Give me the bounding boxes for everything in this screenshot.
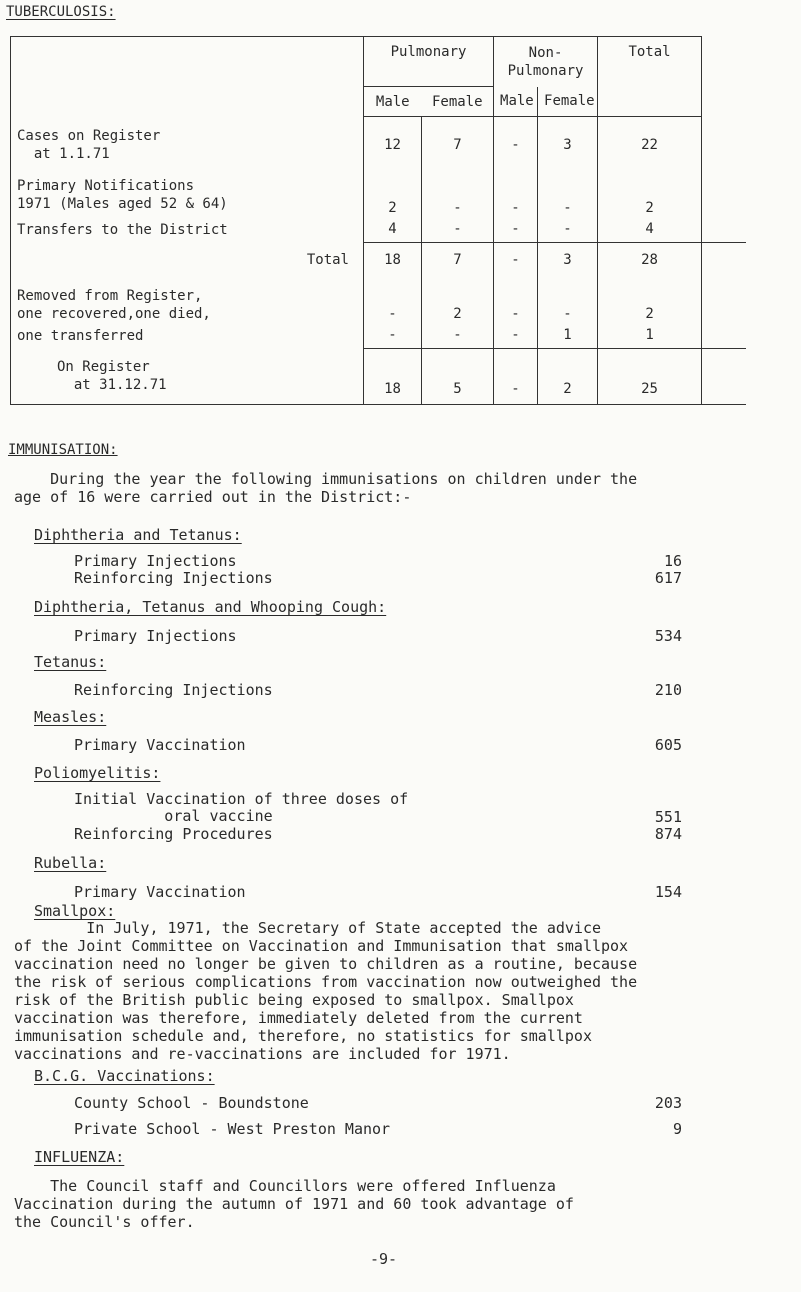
section-title: Diphtheria, Tetanus and Whooping Cough:	[34, 598, 387, 616]
table-label-spacer	[11, 87, 364, 117]
cell: 3	[538, 117, 598, 173]
item-value: 9	[672, 1120, 682, 1138]
row-label: Removed from Register, one recovered,one died,	[11, 277, 364, 323]
cell: 2	[422, 277, 494, 323]
section-title: Poliomyelitis:	[34, 764, 161, 782]
cell: -	[422, 323, 494, 349]
item-label: Primary Vaccination	[74, 736, 246, 754]
cell: 4	[598, 217, 702, 243]
immunisation-intro: During the year the following immunisations on children under the age of 16 were carried out in the District:-	[14, 470, 638, 506]
cell: 2	[538, 349, 598, 405]
cell: 28	[598, 243, 702, 277]
item-label: Primary Vaccination	[74, 883, 246, 901]
item-label: County School - Boundstone	[74, 1094, 309, 1112]
cell: 5	[422, 349, 494, 405]
cell: 4	[364, 217, 422, 243]
item-value: 534	[654, 627, 682, 645]
cell: -	[494, 349, 538, 405]
cell: -	[538, 217, 598, 243]
influenza-text: The Council staff and Councillors were offered Influenza Vaccination during the autumn of 1971 and 60 took advantage of the Council's offer.	[14, 1177, 574, 1231]
item-value: 203	[654, 1094, 682, 1112]
cell: -	[511, 136, 520, 153]
table-margin	[702, 37, 746, 87]
cell: -	[538, 173, 598, 217]
table-row	[11, 117, 746, 173]
cell: -	[511, 327, 520, 344]
row-label: one transferred	[11, 323, 364, 349]
cell: 2	[598, 277, 702, 323]
cell: 12	[364, 117, 422, 173]
section-title: B.C.G. Vaccinations:	[34, 1067, 215, 1085]
row-label: Primary Notifications 1971 (Males aged 52 & 64)	[11, 173, 364, 217]
cell: 22	[598, 117, 702, 173]
item-label: Initial Vaccination of three doses of oral vaccine	[74, 790, 409, 825]
cell: -	[422, 217, 494, 243]
item-value: 154	[654, 883, 682, 901]
cell: 1	[598, 323, 702, 349]
cell: 18	[364, 243, 422, 277]
header-total: Total	[598, 37, 702, 87]
cell: 7	[422, 117, 494, 173]
item-value: 617	[654, 569, 682, 587]
cell: -	[364, 277, 422, 323]
item-label: Primary Injections	[74, 552, 237, 570]
subheader-total-blank	[598, 87, 702, 117]
cell: -	[494, 243, 538, 277]
row-label: Cases on Register at 1.1.71	[11, 117, 364, 173]
table-corner	[11, 37, 364, 87]
section-title: Rubella:	[34, 854, 107, 872]
cell: -	[511, 199, 520, 216]
cell: -	[364, 323, 422, 349]
cell: -	[511, 305, 520, 322]
item-label: Reinforcing Procedures	[74, 825, 273, 843]
item-value: 210	[654, 681, 682, 699]
cell: 25	[598, 349, 702, 405]
section-title: Measles:	[34, 708, 107, 726]
influenza-heading: INFLUENZA:	[34, 1148, 125, 1166]
subheader-male: Male	[364, 87, 422, 117]
header-non-pulmonary: Non- Pulmonary	[494, 37, 598, 87]
section-title: Smallpox:	[34, 902, 116, 920]
cell: -	[422, 173, 494, 217]
section-title: Tetanus:	[34, 653, 107, 671]
subheader-female: Female	[538, 87, 598, 117]
cell: -	[511, 221, 520, 238]
table-row	[11, 277, 746, 323]
table-row	[11, 217, 746, 243]
page-number: -9-	[370, 1250, 398, 1268]
cell: 1	[538, 323, 598, 349]
item-value: 605	[654, 736, 682, 754]
item-label: Private School - West Preston Manor	[74, 1120, 391, 1138]
cell: 2	[364, 173, 422, 217]
item-value: 874	[654, 825, 682, 843]
item-label: Reinforcing Injections	[74, 681, 273, 699]
table-row	[11, 173, 746, 217]
smallpox-text: In July, 1971, the Secretary of State accepted the advice of the Joint Committee on Vaccination and Immunisation that smallpox vaccination need no longer be given to children as a routine, because the risk of serious complications from vaccination now outweighed the risk of the British public being exposed to smallpox. Smallpox vaccination was therefore, immediately deleted from the current immunisation schedule and, therefore, no statistics for smallpox vaccinations and re-vaccinations are included for 1971.	[14, 919, 638, 1063]
table-row	[11, 349, 746, 405]
item-label: Primary Injections	[74, 627, 237, 645]
row-label: Total	[11, 243, 364, 277]
tuberculosis-table	[10, 36, 746, 405]
row-label: On Register at 31.12.71	[11, 349, 364, 405]
item-value: 551	[654, 808, 682, 826]
cell: 18	[364, 349, 422, 405]
cell: 3	[538, 243, 598, 277]
header-pulmonary: Pulmonary	[364, 37, 494, 87]
cell: 7	[422, 243, 494, 277]
item-value: 16	[663, 552, 682, 570]
cell: 2	[598, 173, 702, 217]
item-label: Reinforcing Injections	[74, 569, 273, 587]
table-row	[11, 323, 746, 349]
subheader-female: Female	[422, 87, 494, 117]
immunisation-heading: IMMUNISATION:	[8, 442, 118, 458]
subheader-male: Male	[494, 87, 538, 117]
row-label: Transfers to the District	[11, 217, 364, 243]
table-row	[11, 243, 746, 277]
page-header: TUBERCULOSIS:	[6, 4, 116, 20]
cell: -	[538, 277, 598, 323]
section-title: Diphtheria and Tetanus:	[34, 526, 242, 544]
